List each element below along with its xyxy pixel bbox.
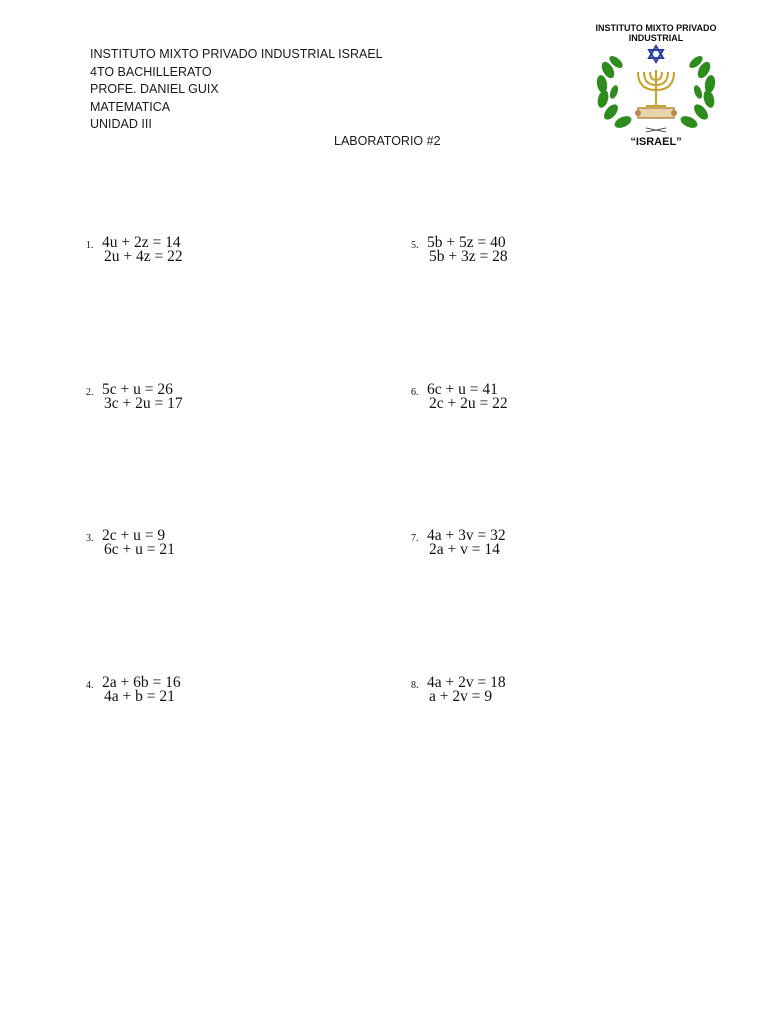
problem-number: 4.: [86, 680, 94, 691]
equation-1: 6c + u = 41: [427, 381, 498, 398]
logo-top-line-2: INDUSTRIAL: [628, 33, 684, 43]
problem-number: 1.: [86, 240, 94, 251]
equation-2: 2c + 2u = 22: [429, 395, 508, 412]
problem-3: [86, 529, 175, 557]
problem-7: [411, 529, 506, 557]
problem-number: 2.: [86, 387, 94, 398]
school-header: [90, 46, 383, 134]
teacher-name: PROFE. DANIEL GUIX: [90, 82, 219, 96]
school-logo: [586, 20, 726, 152]
equation-2: 2a + v = 14: [429, 541, 500, 558]
equation-1: 4a + 3v = 32: [427, 527, 506, 544]
laurel-wreath-icon: [586, 40, 726, 136]
unit: UNIDAD III: [90, 117, 152, 131]
logo-bottom-text: “ISRAEL”: [630, 136, 682, 148]
problem-8: [411, 676, 506, 704]
equation-1: 2c + u = 9: [102, 527, 166, 544]
problem-4: [86, 676, 181, 704]
equation-2: 3c + 2u = 17: [104, 395, 183, 412]
scroll-icon: [635, 108, 677, 118]
problem-6: [411, 383, 508, 411]
school-name: INSTITUTO MIXTO PRIVADO INDUSTRIAL ISRAEL: [90, 47, 383, 61]
equation-1: 5b + 5z = 40: [427, 234, 506, 251]
equation-1: 2a + 6b = 16: [102, 674, 181, 691]
menorah-icon: [638, 70, 674, 106]
equation-2: 2u + 4z = 22: [104, 248, 183, 265]
problem-5: [411, 236, 508, 264]
equation-2: a + 2v = 9: [429, 688, 493, 705]
problem-number: 7.: [411, 533, 419, 544]
problem-number: 8.: [411, 680, 419, 691]
subject: MATEMATICA: [90, 99, 171, 114]
equation-1: 4a + 2v = 18: [427, 674, 506, 691]
equation-1: 4u + 2z = 14: [102, 234, 181, 251]
lab-title: LABORATORIO #2: [334, 134, 441, 148]
star-of-david-icon: [649, 46, 663, 62]
equation-1: 5c + u = 26: [102, 381, 173, 398]
equation-2: 6c + u = 21: [104, 541, 175, 558]
problem-2: [86, 383, 183, 411]
problem-number: 3.: [86, 533, 94, 544]
equation-2: 4a + b = 21: [104, 688, 175, 705]
problem-number: 5.: [411, 240, 419, 251]
logo-top-line-1: INSTITUTO MIXTO PRIVADO: [595, 23, 717, 33]
equation-2: 5b + 3z = 28: [429, 248, 508, 265]
grade-level: 4TO BACHILLERATO: [90, 64, 212, 79]
problem-1: [86, 236, 183, 264]
problem-number: 6.: [411, 387, 419, 398]
